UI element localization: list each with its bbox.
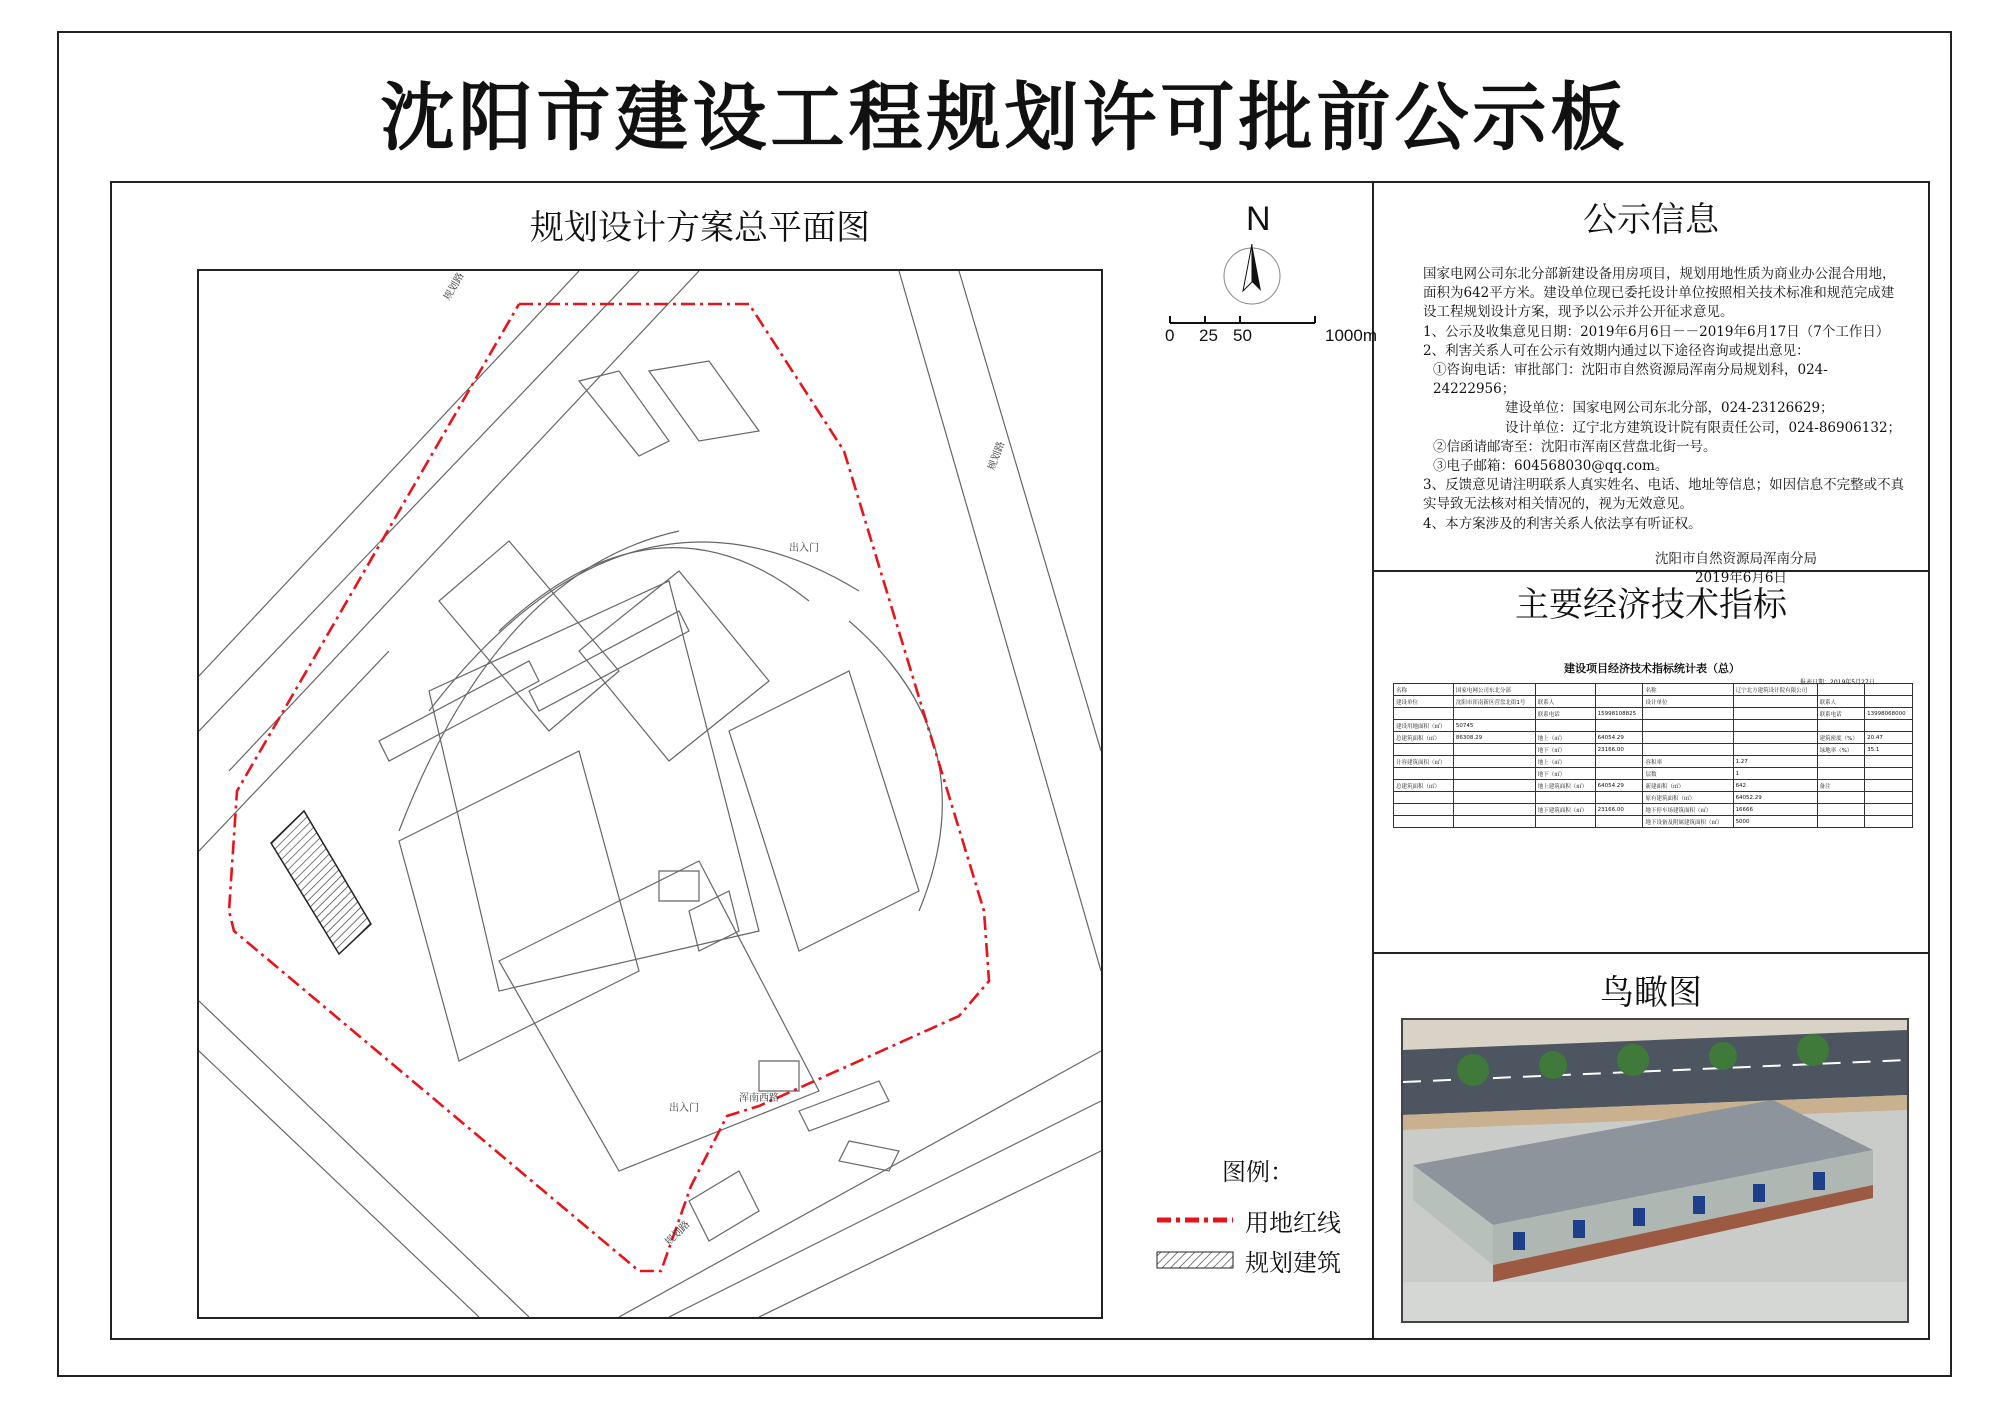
road-edge bbox=[199, 1051, 479, 1317]
tech-heading: 主要经济技术指标 bbox=[1515, 585, 1787, 625]
board-title: 沈阳市建设工程规划许可批前公示板 bbox=[380, 75, 1629, 161]
notice-paragraph: ③电子邮箱：604568030@qq.com。 bbox=[1433, 458, 1669, 475]
existing-building bbox=[839, 1141, 899, 1171]
table-row bbox=[1394, 696, 1913, 708]
table-cell bbox=[1595, 756, 1643, 768]
notice-paragraph: 2、利害关系人可在公示有效期内通过以下途径咨询或提出意见： bbox=[1423, 342, 1810, 359]
existing-building bbox=[439, 541, 619, 731]
table-cell bbox=[1453, 708, 1535, 720]
table-row bbox=[1394, 804, 1913, 816]
table-cell bbox=[1453, 792, 1535, 804]
table-cell: 64052.29 bbox=[1733, 792, 1817, 804]
table-row bbox=[1394, 816, 1913, 828]
legend-item-redline bbox=[1155, 1202, 1341, 1238]
existing-building bbox=[649, 361, 759, 441]
table-cell: 地上（㎡） bbox=[1535, 756, 1595, 768]
entrance-label-south: 出入门 bbox=[669, 1103, 699, 1114]
table-cell: 50745 bbox=[1453, 720, 1535, 732]
table-cell bbox=[1453, 744, 1535, 756]
legend-label: 规划建筑 bbox=[1245, 1249, 1341, 1277]
table-cell: 642 bbox=[1733, 780, 1817, 792]
table-cell bbox=[1595, 684, 1643, 696]
table-cell bbox=[1733, 732, 1817, 744]
table-cell: 地下设备及附属建筑面积（㎡） bbox=[1643, 816, 1733, 828]
scale-label: 50 bbox=[1233, 326, 1252, 345]
table-cell: 35.1 bbox=[1865, 744, 1913, 756]
road-label-north: 规划路 bbox=[442, 271, 467, 303]
table-cell bbox=[1453, 804, 1535, 816]
scale-label: 0 bbox=[1165, 326, 1175, 345]
notice-paragraph: ①咨询电话：审批部门：沈阳市自然资源局浑南分局规划科，024-24222956； bbox=[1433, 362, 1828, 398]
table-cell: 计容建筑面积（㎡） bbox=[1394, 756, 1454, 768]
table-row bbox=[1394, 684, 1913, 696]
road-label-east: 规划路 bbox=[986, 440, 1008, 473]
table-cell: 20.47 bbox=[1865, 732, 1913, 744]
notice-paragraph: 1、公示及收集意见日期：2019年6月6日－－2019年6月17日（7个工作日） bbox=[1423, 323, 1890, 340]
table-cell: 地上（㎡） bbox=[1535, 732, 1595, 744]
site-plan-heading: 规划设计方案总平面图 bbox=[530, 208, 870, 248]
table-cell: 86308.29 bbox=[1453, 732, 1535, 744]
section-divider bbox=[1372, 952, 1930, 954]
legend-title: 图例： bbox=[1222, 1159, 1294, 1186]
table-cell bbox=[1865, 696, 1913, 708]
table-date: 报表日期：2019年5月27日 bbox=[1800, 679, 1875, 686]
site-redline bbox=[229, 304, 989, 1271]
table-cell bbox=[1595, 696, 1643, 708]
road-edge bbox=[759, 1151, 1101, 1317]
table-cell: 联系电话 bbox=[1535, 708, 1595, 720]
redline-symbol-icon bbox=[1155, 1209, 1235, 1231]
existing-building bbox=[689, 1171, 759, 1241]
table-cell: 23166.00 bbox=[1595, 804, 1643, 816]
table-cell bbox=[1865, 768, 1913, 780]
table-cell bbox=[1817, 768, 1865, 780]
table-cell: 联系人 bbox=[1535, 696, 1595, 708]
notice-body bbox=[1395, 265, 1907, 588]
site-plan-drawing bbox=[197, 269, 1103, 1319]
existing-building bbox=[759, 1061, 799, 1091]
table-cell bbox=[1453, 768, 1535, 780]
table-row bbox=[1394, 732, 1913, 744]
aerial-view-image bbox=[1401, 1018, 1909, 1323]
table-cell: 64054.29 bbox=[1595, 780, 1643, 792]
table-cell bbox=[1595, 816, 1643, 828]
table-cell: 5000 bbox=[1733, 816, 1817, 828]
notice-paragraph: ②信函请邮寄至：沈阳市浑南区营盘北街一号。 bbox=[1433, 438, 1717, 455]
existing-building bbox=[429, 581, 759, 991]
table-row bbox=[1394, 780, 1913, 792]
existing-building bbox=[499, 861, 819, 1171]
table-cell: 总建筑面积（㎡） bbox=[1394, 780, 1454, 792]
table-cell bbox=[1817, 756, 1865, 768]
table-cell bbox=[1643, 708, 1733, 720]
table-row bbox=[1394, 708, 1913, 720]
table-cell bbox=[1733, 708, 1817, 720]
table-cell: 建筑密度（%） bbox=[1817, 732, 1865, 744]
table-cell bbox=[1394, 744, 1454, 756]
existing-building bbox=[399, 751, 639, 1061]
notice-paragraph: 3、反馈意见请注明联系人真实姓名、电话、地址等信息；如因信息不完整或不真实导致无法核对相关情况的，视为无效意见。 bbox=[1423, 477, 1905, 513]
table-cell: 联系电话 bbox=[1817, 708, 1865, 720]
table-cell bbox=[1453, 816, 1535, 828]
table-cell bbox=[1394, 816, 1454, 828]
table-cell bbox=[1865, 816, 1913, 828]
table-cell: 建设用地面积（㎡） bbox=[1394, 720, 1454, 732]
table-cell: 64054.29 bbox=[1595, 732, 1643, 744]
table-cell bbox=[1865, 720, 1913, 732]
table-cell bbox=[1453, 780, 1535, 792]
road-edge bbox=[199, 271, 639, 731]
table-cell bbox=[1595, 768, 1643, 780]
entrance-label-east: 出入门 bbox=[789, 543, 819, 554]
table-cell bbox=[1394, 708, 1454, 720]
table-cell bbox=[1865, 804, 1913, 816]
hatch-symbol-icon bbox=[1155, 1249, 1235, 1271]
table-cell: 联系人 bbox=[1817, 696, 1865, 708]
road-edge bbox=[959, 271, 1101, 751]
scale-label: 1000m bbox=[1325, 326, 1377, 345]
notice-heading: 公示信息 bbox=[1583, 200, 1719, 240]
notice-paragraph: 设计单位：辽宁北方建筑设计院有限责任公司，024-86906132； bbox=[1505, 419, 1902, 436]
table-cell bbox=[1595, 720, 1643, 732]
notice-paragraph: 建设单位：国家电网公司东北分部，024-23126629； bbox=[1505, 400, 1834, 417]
north-arrow-icon bbox=[1222, 236, 1282, 316]
table-cell bbox=[1817, 684, 1865, 696]
road-edge bbox=[899, 271, 1101, 971]
table-cell bbox=[1817, 816, 1865, 828]
table-cell: 绿地率（%） bbox=[1817, 744, 1865, 756]
existing-building bbox=[379, 661, 539, 761]
column-divider bbox=[1372, 181, 1374, 1340]
table-row bbox=[1394, 720, 1913, 732]
table-cell bbox=[1733, 720, 1817, 732]
table-cell: 15998108825 bbox=[1595, 708, 1643, 720]
road-edge bbox=[199, 1001, 529, 1317]
table-cell: 地下（㎡） bbox=[1535, 768, 1595, 780]
existing-building bbox=[659, 871, 699, 901]
existing-building bbox=[529, 611, 689, 711]
table-cell bbox=[1643, 720, 1733, 732]
road-label-bottom: 规划路 bbox=[663, 1219, 693, 1249]
road-edge bbox=[669, 1101, 1101, 1317]
table-cell: 建设单位 bbox=[1394, 696, 1454, 708]
table-cell bbox=[1595, 792, 1643, 804]
table-cell: 名称 bbox=[1643, 684, 1733, 696]
table-cell bbox=[1394, 768, 1454, 780]
table-cell: 地上建筑面积（㎡） bbox=[1535, 780, 1595, 792]
scale-bar bbox=[1165, 308, 1377, 348]
notice-paragraph: 国家电网公司东北分部新建设备用房项目，规划用地性质为商业办公混合用地，面积为642平方米。建设单位现已委托设计单位按照相关技术标准和规范完成建设工程规划设计方案，现予以公示并公开征求意见。 bbox=[1423, 266, 1896, 321]
table-cell bbox=[1643, 732, 1733, 744]
planned-building bbox=[271, 811, 371, 954]
table-cell: 23166.00 bbox=[1595, 744, 1643, 756]
table-cell bbox=[1535, 792, 1595, 804]
aerial-rendering bbox=[1403, 1020, 1907, 1321]
table-cell: 地下建筑面积（㎡） bbox=[1535, 804, 1595, 816]
table-cell bbox=[1394, 792, 1454, 804]
table-cell: 1.27 bbox=[1733, 756, 1817, 768]
notice-paragraph: 4、本方案涉及的利害关系人依法享有听证权。 bbox=[1423, 515, 1702, 532]
arc-path bbox=[849, 621, 942, 911]
table-cell bbox=[1535, 684, 1595, 696]
north-label: N bbox=[1246, 200, 1271, 238]
table-cell: 原有建筑面积（㎡） bbox=[1643, 792, 1733, 804]
table-cell: 1 bbox=[1733, 768, 1817, 780]
table-row bbox=[1394, 756, 1913, 768]
table-cell bbox=[1535, 816, 1595, 828]
table-cell: 地下（㎡） bbox=[1535, 744, 1595, 756]
road-edge bbox=[199, 271, 579, 676]
table-row bbox=[1394, 792, 1913, 804]
site-plan-svg bbox=[199, 271, 1101, 1317]
table-cell bbox=[1865, 780, 1913, 792]
road-label-south: 浑南西路 bbox=[739, 1093, 779, 1104]
table-cell bbox=[1733, 744, 1817, 756]
table-row bbox=[1394, 744, 1913, 756]
aerial-heading: 鸟瞰图 bbox=[1600, 973, 1702, 1013]
table-cell bbox=[1817, 804, 1865, 816]
legend-label: 用地红线 bbox=[1245, 1209, 1341, 1237]
table-cell bbox=[1453, 756, 1535, 768]
notice-date: 2019年6月6日 bbox=[1694, 570, 1787, 587]
table-cell bbox=[1535, 720, 1595, 732]
table-row bbox=[1394, 768, 1913, 780]
table-cell bbox=[1643, 744, 1733, 756]
table-cell bbox=[1865, 792, 1913, 804]
arc-path bbox=[429, 542, 859, 711]
existing-building bbox=[729, 671, 919, 951]
table-cell bbox=[1865, 756, 1913, 768]
table-cell: 辽宁北方建筑设计院有限公司 bbox=[1733, 684, 1817, 696]
table-cell: 沈阳市浑南新区营盘北街1号 bbox=[1453, 696, 1535, 708]
legend-item-building bbox=[1155, 1242, 1341, 1278]
table-cell bbox=[1865, 684, 1913, 696]
table-cell: 名称 bbox=[1394, 684, 1454, 696]
table-cell: 国家电网公司东北分部 bbox=[1453, 684, 1535, 696]
table-cell: 地下停车场建筑面积（㎡） bbox=[1643, 804, 1733, 816]
table-title: 建设项目经济技术指标统计表（总） bbox=[1564, 662, 1740, 675]
table-cell bbox=[1394, 804, 1454, 816]
table-cell: 16666 bbox=[1733, 804, 1817, 816]
table-cell: 13998068000 bbox=[1865, 708, 1913, 720]
existing-building bbox=[799, 1081, 889, 1131]
table-cell: 备注 bbox=[1817, 780, 1865, 792]
table-cell: 层数 bbox=[1643, 768, 1733, 780]
table-cell: 总建筑面积（㎡） bbox=[1394, 732, 1454, 744]
notice-issuer: 沈阳市自然资源局浑南分局 bbox=[1655, 550, 1817, 567]
arc-path bbox=[499, 548, 809, 631]
scale-label: 25 bbox=[1199, 326, 1218, 345]
table-cell: 设计单位 bbox=[1643, 696, 1733, 708]
table-cell: 新建面积（㎡） bbox=[1643, 780, 1733, 792]
tech-indicator-table bbox=[1393, 683, 1913, 828]
table-cell bbox=[1817, 792, 1865, 804]
table-cell bbox=[1817, 720, 1865, 732]
table-cell: 容积率 bbox=[1643, 756, 1733, 768]
table-cell bbox=[1733, 696, 1817, 708]
